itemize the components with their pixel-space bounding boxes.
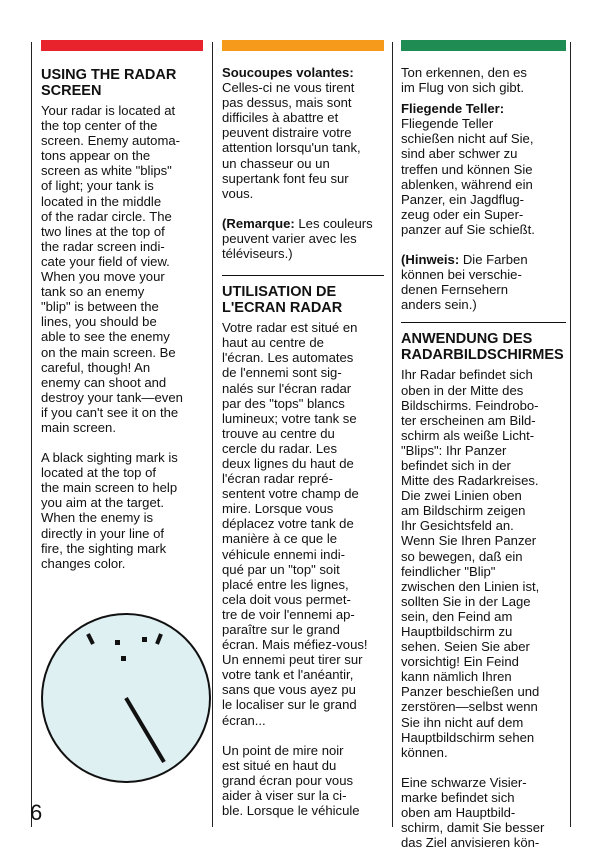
radar-paragraph-en: Your radar is located at the top center of the screen. Enemy automa- tons appear on the screen as white "blips" of light; your tank is located in the middle of the radar circle. The two lines at the top of the radar screen indi- cate your field of view. When you move your tank so an enemy "blip" is between the lines, you should be able to see the enemy on the main screen. Be careful, though! An enemy can shoot and destroy your tank—even if you can't see it on the main screen. bbox=[41, 103, 183, 435]
saucers-paragraph-fr bbox=[222, 65, 384, 201]
page-number: 6 bbox=[30, 800, 43, 825]
saucers-label-fr: Soucoupes volantes: bbox=[222, 65, 354, 80]
column-german bbox=[401, 40, 566, 865]
note-text-de: Die Farben können bei verschie- denen Fernsehern anders sein.) bbox=[401, 252, 528, 313]
saucers-paragraph-de bbox=[401, 101, 566, 237]
note-label-de: (Hinweis: bbox=[401, 252, 460, 268]
radar-heading-en: USING THE RADAR SCREEN bbox=[41, 67, 177, 99]
note-paragraph-fr bbox=[222, 216, 384, 261]
sighting-paragraph-de: Eine schwarze Visier- marke befindet sich oben am Hauptbild- schirm, damit Sie besser das Ziel anvisieren kön- bbox=[401, 774, 545, 851]
column-divider-left bbox=[31, 42, 32, 827]
orange-color-bar bbox=[222, 40, 384, 51]
radar-heading-de: ANWENDUNG DES RADARBILDSCHIRMES bbox=[401, 322, 566, 363]
sighting-paragraph-fr: Un point de mire noir est situé en haut du grand écran pour vous aider à viser sur la ci- ble. Lorsque le véhicule bbox=[222, 742, 360, 819]
enemy-blip bbox=[121, 656, 126, 661]
note-label-fr: (Remarque: bbox=[222, 215, 295, 231]
radar-illustration bbox=[40, 612, 212, 784]
radar-paragraph-de: Ihr Radar befindet sich oben in der Mitte des Bildschirms. Feindrobo- ter erscheinen am Bild- schirm als weiße Licht- "Blips": Ihr Panzer befindet sich in der Mitte des Radarkreises. Die zwei Linien oben am Bildschirm zeigen Ihr Gesichtsfeld an. Wenn Sie Ihren Panzer so bewegen, daß ein feindlicher "Blip" zwischen den Linien ist, sollten Sie in der Lage sein, den Feind am Hauptbildschirm zu sehen. Seien Sie aber vorsichtig! Ein Feind kann nämlich Ihren Panzer beschießen und zerstören—selbst wenn Sie ihn nicht auf dem Hauptbildschirm sehen können. bbox=[401, 367, 540, 760]
enemy-blip bbox=[115, 640, 120, 645]
saucers-text-de: Fliegende Teller schießen nicht auf Sie, sind aber schwer zu treffen und können Sie ablenken, während ein Panzer, ein Jagdflug- zeug oder ein Super- panzer auf Sie schießt. bbox=[401, 116, 535, 237]
radar-heading-fr: UTILISATION DE L'ECRAN RADAR bbox=[222, 275, 384, 316]
column-divider-1 bbox=[212, 42, 213, 827]
note-text-fr: Les couleurs peuvent varier avec les téléviseurs.) bbox=[222, 215, 373, 262]
column-divider-right bbox=[570, 42, 571, 827]
saucers-label-de: Fliegende Teller: bbox=[401, 101, 505, 117]
red-color-bar bbox=[41, 40, 203, 51]
column-french bbox=[222, 40, 384, 833]
note-paragraph-de bbox=[401, 252, 566, 312]
sighting-paragraph-en: A black sighting mark is located at the top of the main screen to help you aim at the target. When the enemy is directly in your line of fire, the sighting mark changes color. bbox=[41, 450, 178, 571]
radar-paragraph-fr: Votre radar est situé en haut au centre de l'écran. Les automates de l'ennemi sont sig- nalés sur l'écran radar par des "tops" blancs lumineux; votre tank se trouve au centre du cercle du radar. Les deux lignes du haut de l'écran radar repré- sentent votre champ de mire. Lorsque vous déplacez votre tank de manière à ce que le véhicule ennemi indi- qué par un "top" soit placé entre les lignes, cela doit vous permet- tre de voir l'ennemi ap- paraître sur le grand écran. Mais méfiez-vous! Un ennemi peut tirer sur votre tank et l'anéantir, sans que vous ayez pu le localiser sur le grand écran... bbox=[222, 320, 368, 728]
enemy-blip bbox=[142, 637, 147, 642]
column-english bbox=[41, 40, 203, 586]
saucers-text-fr: Celles-ci ne vous tirent pas dessus, mais sont difficiles à abattre et peuvent distraire votre attention lorsqu'un tank, un chasseur ou un supertank font feu sur vous. bbox=[222, 80, 361, 201]
column-divider-2 bbox=[392, 42, 393, 827]
green-color-bar bbox=[401, 40, 566, 51]
continuation-de: Ton erkennen, den es im Flug von sich gibt. bbox=[401, 65, 527, 96]
